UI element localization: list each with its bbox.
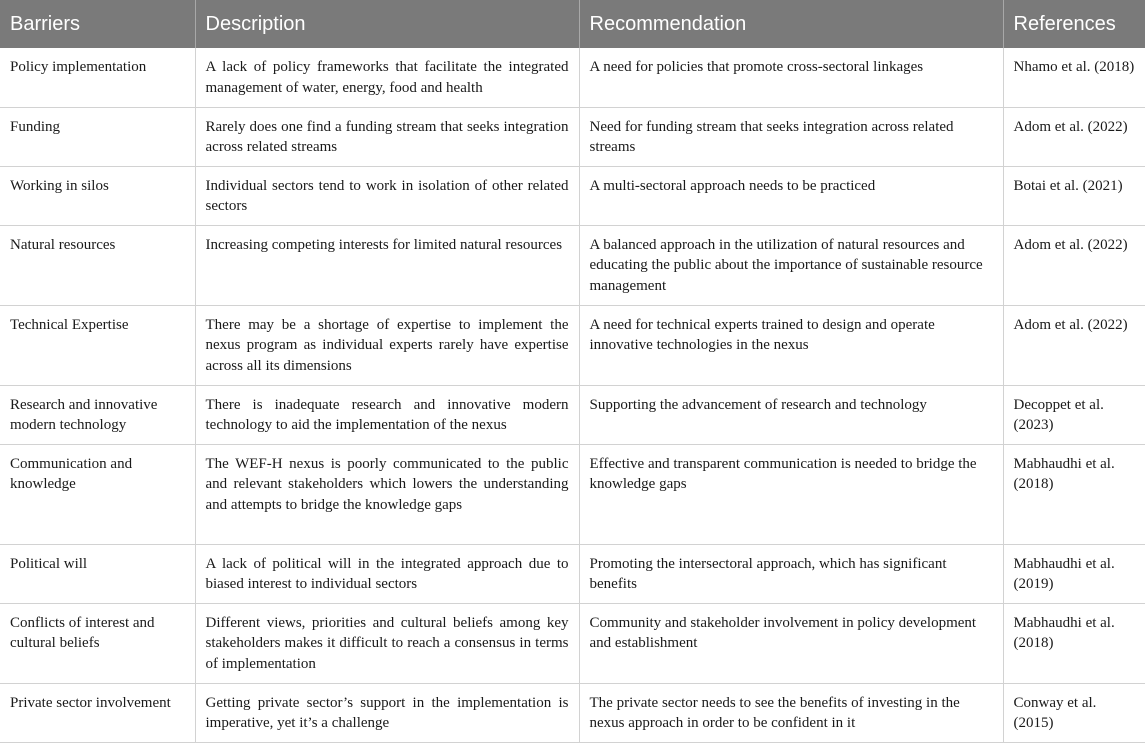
table-header [0,0,1145,48]
table-row [0,444,1145,544]
description-cell: A lack of political will in the integrated approach due to biased interest to individual sectors [195,544,579,603]
description-cell: Individual sectors tend to work in isolation of other related sectors [195,166,579,225]
reference-cell: Nhamo et al. (2018) [1003,48,1145,107]
header-row [0,0,1145,48]
header-recommendation: Recommendation [579,0,1003,48]
description-cell: Different views, priorities and cultural beliefs among key stakeholders makes it difficult to reach a consensus in terms of implementation [195,603,579,683]
reference-cell: Mabhaudhi et al. (2019) [1003,544,1145,603]
table-row [0,166,1145,225]
reference-cell: Conway et al. (2015) [1003,683,1145,742]
table-row [0,107,1145,166]
table-row [0,305,1145,385]
header-references: References [1003,0,1145,48]
recommendation-cell: A need for technical experts trained to design and operate innovative technologies in the nexus [579,305,1003,385]
description-cell: The WEF-H nexus is poorly communicated to the public and relevant stakeholders which lowers the understanding and attempts to bridge the knowledge gaps [195,444,579,544]
table-row [0,603,1145,683]
header-barriers: Barriers [0,0,195,48]
recommendation-cell: A multi-sectoral approach needs to be practiced [579,166,1003,225]
barrier-cell: Funding [0,107,195,166]
reference-cell: Botai et al. (2021) [1003,166,1145,225]
recommendation-cell: The private sector needs to see the benefits of investing in the nexus approach in order to be confident in it [579,683,1003,742]
description-cell: A lack of policy frameworks that facilitate the integrated management of water, energy, food and health [195,48,579,107]
barrier-cell: Private sector involvement [0,683,195,742]
description-cell: Rarely does one find a funding stream that seeks integration across related streams [195,107,579,166]
reference-cell: Mabhaudhi et al. (2018) [1003,603,1145,683]
description-cell: There may be a shortage of expertise to implement the nexus program as individual experts rarely have expertise across all its dimensions [195,305,579,385]
barrier-cell: Research and innovative modern technology [0,385,195,444]
description-cell: There is inadequate research and innovative modern technology to aid the implementation of the nexus [195,385,579,444]
barrier-cell: Policy implementation [0,48,195,107]
header-description: Description [195,0,579,48]
recommendation-cell: Effective and transparent communication is needed to bridge the knowledge gaps [579,444,1003,544]
recommendation-cell: A balanced approach in the utilization of natural resources and educating the public about the importance of sustainable resource management [579,225,1003,305]
table-body [0,48,1145,742]
recommendation-cell: Need for funding stream that seeks integration across related streams [579,107,1003,166]
table-row [0,48,1145,107]
description-cell: Getting private sector’s support in the implementation is imperative, yet it’s a challenge [195,683,579,742]
description-cell: Increasing competing interests for limited natural resources [195,225,579,305]
barrier-cell: Working in silos [0,166,195,225]
table-row [0,544,1145,603]
recommendation-cell: A need for policies that promote cross-sectoral linkages [579,48,1003,107]
recommendation-cell: Promoting the intersectoral approach, which has significant benefits [579,544,1003,603]
reference-cell: Adom et al. (2022) [1003,305,1145,385]
recommendation-cell: Supporting the advancement of research and technology [579,385,1003,444]
recommendation-cell: Community and stakeholder involvement in policy development and establishment [579,603,1003,683]
reference-cell: Mabhaudhi et al. (2018) [1003,444,1145,544]
barrier-cell: Natural resources [0,225,195,305]
barrier-cell: Technical Expertise [0,305,195,385]
reference-cell: Adom et al. (2022) [1003,225,1145,305]
barrier-cell: Communication and knowledge [0,444,195,544]
table-row [0,683,1145,742]
table-row [0,385,1145,444]
reference-cell: Decoppet et al. (2023) [1003,385,1145,444]
reference-cell: Adom et al. (2022) [1003,107,1145,166]
table-row [0,225,1145,305]
barrier-cell: Conflicts of interest and cultural beliefs [0,603,195,683]
barrier-cell: Political will [0,544,195,603]
